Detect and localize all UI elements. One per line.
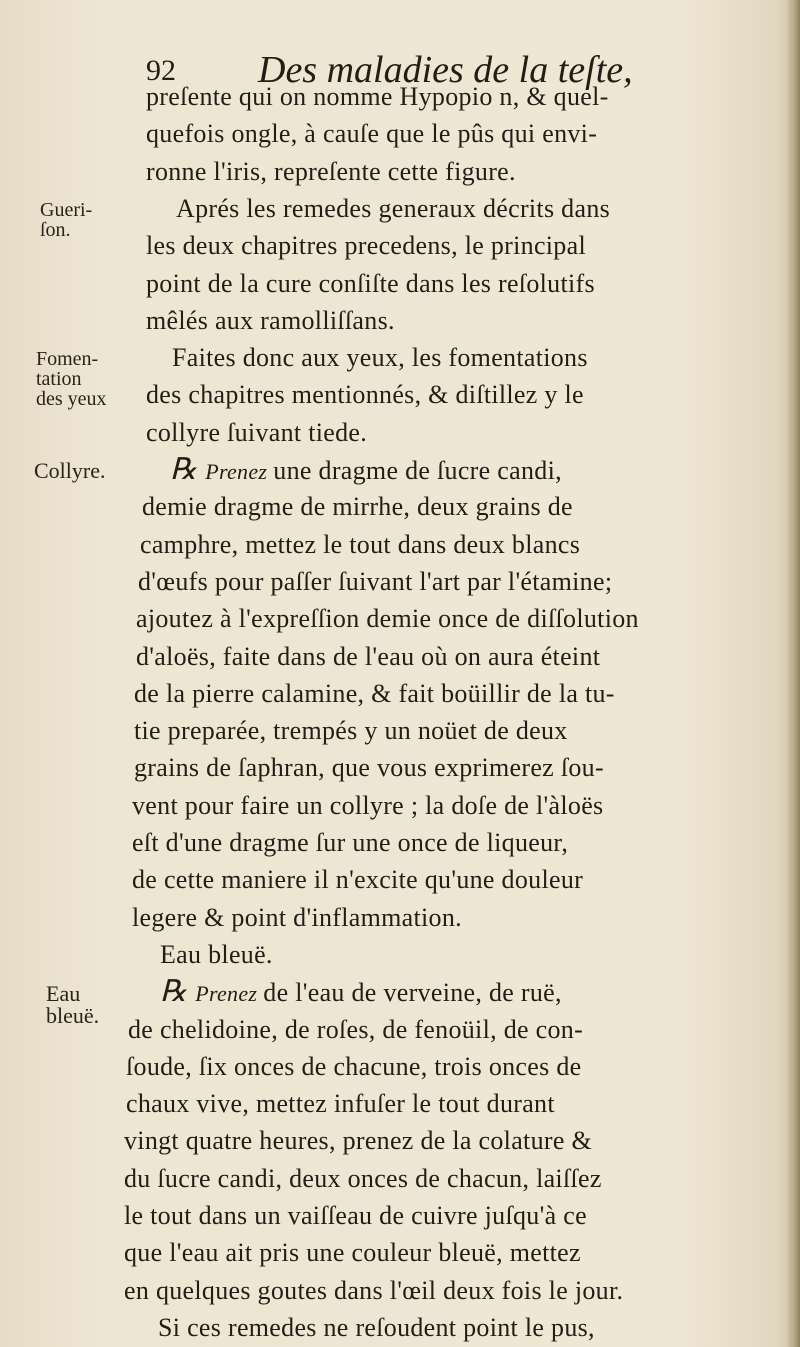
text-line: collyre ſuivant tiede.	[146, 417, 368, 447]
text-line: quefois ongle, à cauſe que le pûs qui envi-	[146, 119, 598, 149]
text-line: ajoutez à l'expreſſion demie once de diſſolution	[136, 604, 639, 634]
text-line: tie preparée, trempés y un noüet de deux	[134, 716, 568, 746]
text-line: de l'eau de verveine, de ruë,	[263, 978, 562, 1008]
recipe-symbol: ℞	[170, 453, 198, 486]
text-line: d'aloës, faite dans de l'eau où on aura éteint	[136, 641, 601, 671]
text-line: eſt d'une dragme ſur une once de liqueur,	[132, 828, 569, 857]
recipe-symbol: ℞	[160, 975, 188, 1009]
text-line: des chapitres mentionnés, & diſtillez y le	[146, 380, 584, 410]
text-line: legere & point d'inflammation.	[132, 902, 462, 932]
text-line: vingt quatre heures, prenez de la colature &	[124, 1126, 592, 1156]
text-line: que l'eau ait pris une couleur bleuë, mettez	[124, 1238, 581, 1268]
margin-note-fomentation: Fomen- tation des yeux	[36, 348, 107, 411]
text-line: de chelidoine, de roſes, de fenoüil, de con-	[128, 1014, 584, 1044]
text-line: une dragme de ſucre candi,	[273, 456, 562, 485]
margin-note-eau-bleue: Eau bleuë.	[46, 981, 100, 1029]
page-number: 92	[146, 54, 176, 87]
recipe-line	[170, 453, 562, 489]
text-line: demie dragme de mirrhe, deux grains de	[142, 492, 573, 522]
text-line: chaux vive, mettez infuſer le tout durant	[126, 1089, 555, 1119]
text-line: mêlés aux ramolliſſans.	[146, 305, 395, 335]
text-line: les deux chapitres precedens, le principal	[146, 231, 586, 261]
margin-note-collyre: Collyre.	[34, 458, 106, 483]
text-line: preſente qui on nomme Hypopio n, & quel-	[146, 82, 609, 111]
text-line: ſoude, ſix onces de chacune, trois onces de	[126, 1051, 582, 1081]
text-line: Si ces remedes ne reſoudent point le pus,	[158, 1312, 595, 1342]
text-line: Aprés les remedes generaux décrits dans	[176, 193, 611, 223]
text-line: Faites donc aux yeux, les fomentations	[172, 343, 588, 373]
recipe-verb: Prenez	[195, 981, 258, 1007]
running-title: Des maladies de la teſte,	[258, 49, 633, 91]
text-line: de cette maniere il n'excite qu'une douleur	[132, 865, 584, 895]
margin-note-guerison: Gueri- ſon.	[40, 198, 93, 241]
text-line: vent pour faire un collyre ; la doſe de l'àloës	[132, 790, 604, 820]
recipe-verb: Prenez	[205, 459, 268, 484]
recipe-line	[160, 975, 562, 1011]
text-line: en quelques goutes dans l'œil deux fois le jour.	[124, 1275, 624, 1305]
text-line: le tout dans un vaiſſeau de cuivre juſqu'à ce	[124, 1201, 587, 1230]
text-line: point de la cure conſiſte dans les reſolutifs	[146, 268, 595, 298]
page-edge	[786, 0, 800, 1347]
text-line: d'œufs pour paſſer ſuivant l'art par l'étamine;	[138, 566, 613, 596]
text-line: camphre, mettez le tout dans deux blancs	[140, 529, 581, 559]
text-line: du ſucre candi, deux onces de chacun, laiſſez	[124, 1163, 602, 1193]
text-line: de la pierre calamine, & fait boüillir de la tu-	[134, 678, 615, 708]
section-heading: Eau bleuë.	[160, 939, 273, 969]
text-line: grains de ſaphran, que vous exprimerez ſou-	[134, 753, 604, 783]
text-line: ronne l'iris, repreſente cette figure.	[146, 156, 516, 186]
